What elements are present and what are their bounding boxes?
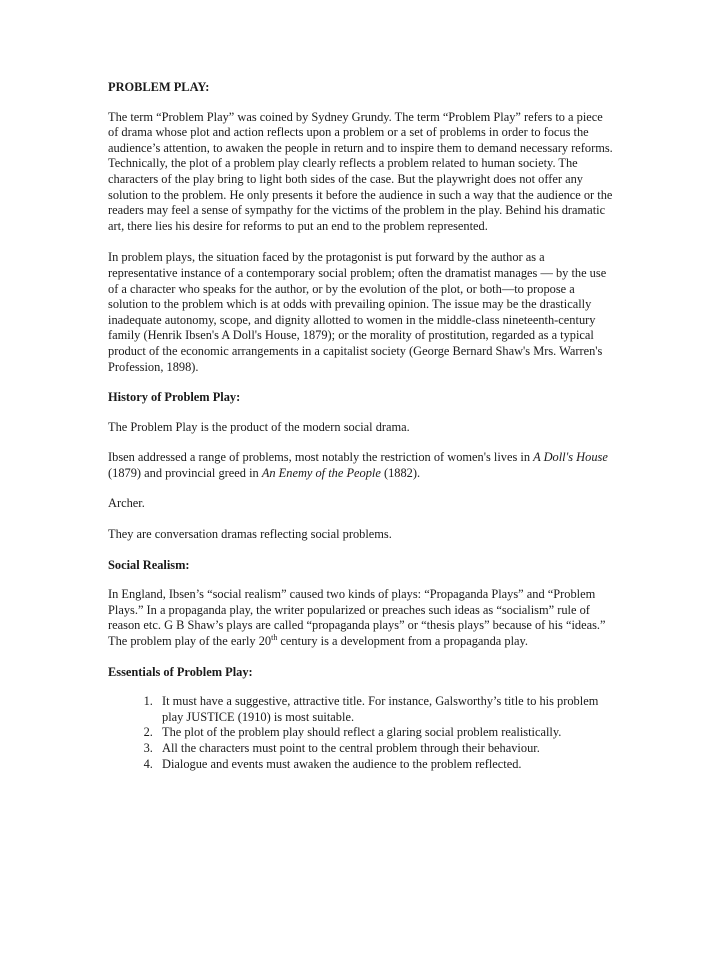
history-paragraph-2 [108, 450, 614, 481]
list-item: 3. All the characters must point to the central problem through their behaviour. [156, 741, 614, 757]
social-realism-paragraph [108, 587, 614, 649]
list-item: 1. It must have a suggestive, attractive title. For instance, Galsworthy’s title to his problem play JUSTICE (1910) is most suitable. [156, 694, 614, 725]
document-body [108, 80, 614, 772]
history-paragraph-1: The Problem Play is the product of the modern social drama. [108, 419, 410, 434]
intro-paragraph-2: In problem plays, the situation faced by the protagonist is put forward by the author as a representative instance of a contemporary social problem; often the dramatist manages — by the use of a character who speaks for the author, or by the evolution of the plot, or both—to propose a solution to the problem which is at odds with prevailing opinion. The issue may be the drastically inadequate autonomy, scope, and dignity allotted to women in the middle-class nineteenth-century family (Henrik Ibsen's A Doll's House, 1879); or the morality of prostitution, regarded as a typical product of the economic arrangements in a capitalist society (George Bernard Shaw's Mrs. Warren's Profession, 1898). [108, 250, 607, 374]
social-realism-text: In England, Ibsen’s “social realism” caused two kinds of plays: “Propaganda Plays” and “Problem Plays.” In a propaganda play, the writer popularized or preaches such ideas as “socialism” rule of reason etc. G B Shaw’s plays are called “propaganda plays” or “thesis plays” because of his “ideas.” The problem play of the early 20 [108, 587, 606, 649]
history-paragraph-4: They are conversation dramas reflecting social problems. [108, 527, 392, 542]
essentials-list [108, 694, 614, 772]
history-heading: History of Problem Play: [108, 390, 241, 405]
play-title-enemy-of-the-people: An Enemy of the People [261, 465, 381, 480]
history-p2-mid: (1879) and provincial greed in [108, 465, 262, 480]
history-p2-end: (1882). [380, 465, 421, 480]
social-realism-text-end: century is a development from a propaganda play. [277, 634, 529, 649]
history-p2-start: Ibsen addressed a range of problems, most notably the restriction of women's lives in [108, 450, 534, 465]
ordinal-superscript: th [271, 632, 278, 642]
document-title: PROBLEM PLAY: [108, 80, 210, 94]
history-paragraph-3: Archer. [108, 496, 145, 511]
play-title-dolls-house: A Doll's House [533, 450, 608, 465]
social-realism-heading: Social Realism: [108, 557, 190, 572]
list-item: 2. The plot of the problem play should reflect a glaring social problem realistically. [156, 725, 614, 741]
intro-paragraph-1: The term “Problem Play” was coined by Sydney Grundy. The term “Problem Play” refers to a piece of drama whose plot and action reflects upon a problem or a set of problems in order to focus the audience’s attention, to awaken the people in return and to inspire them to demand necessary reforms. Technically, the plot of a problem play clearly reflects a problem related to human society. The characters of the play bring to light both sides of the case. But the playwright does not offer any solution to the problem. He only presents it before the audience in such a way that the audience or the readers may feel a sense of sympathy for the victims of the problem in the play. Behind his dramatic art, there lies his desire for reforms to put an end to the problem represented. [108, 109, 613, 233]
essentials-heading: Essentials of Problem Play: [108, 664, 253, 679]
list-item: 4. Dialogue and events must awaken the audience to the problem reflected. [156, 757, 614, 773]
